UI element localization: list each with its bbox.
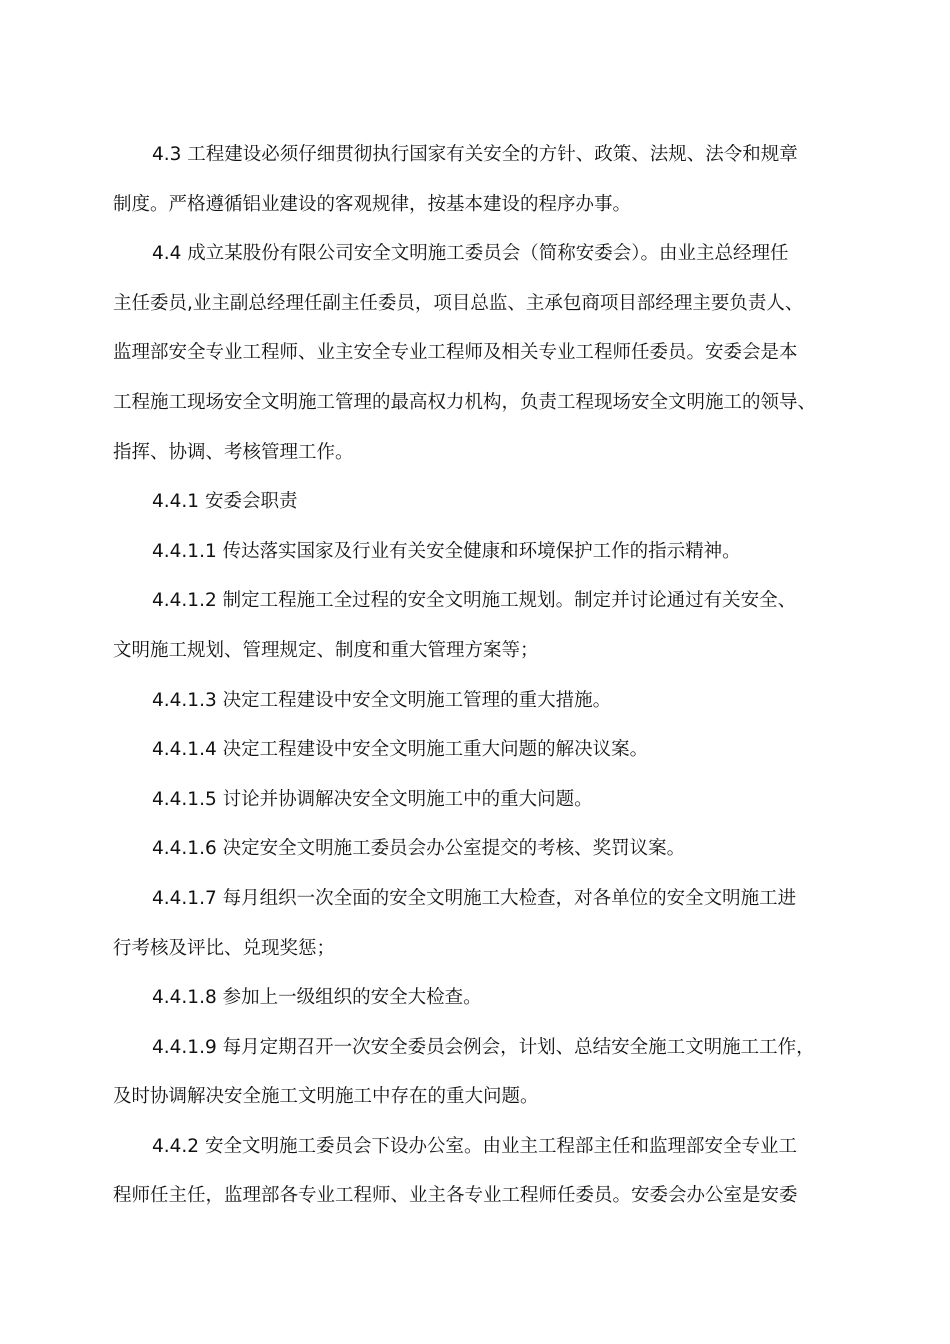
text-line: 监理部安全专业工程师、业主安全专业工程师及相关专业工程师任委员。安委会是本 [113,342,798,364]
text-line: 4.3 工程建设必须仔细贯彻执行国家有关安全的方针、政策、法规、法令和规章 [152,144,798,165]
text-line: 4.4.1.3 决定工程建设中安全文明施工管理的重大措施。 [152,689,612,711]
text-line: 4.4.2 安全文明施工委员会下设办公室。由业主工程部主任和监理部安全专业工 [152,1135,797,1157]
text-line: 工程施工现场安全文明施工管理的最高权力机构，负责工程现场安全文明施工的领导、 [113,391,817,413]
paragraph-4-4-1-1 [113,527,848,577]
text-line: 文明施工规划、管理规定、制度和重大管理方案等； [113,639,539,661]
paragraph-4-4-2 [113,1122,848,1221]
text-line: 4.4.1.9 每月定期召开一次安全委员会例会，计划、总结安全施工文明施工工作， [152,1036,815,1058]
text-line: 制度。严格遵循铝业建设的客观规律，按基本建设的程序办事。 [113,193,632,215]
text-line: 4.4.1.8 参加上一级组织的安全大检查。 [152,987,482,1009]
section-heading-4-4-1 [113,477,848,527]
text-line: 程师任主任，监理部各专业工程师、业主各专业工程师任委员。安委会办公室是安委 [113,1185,798,1207]
text-line: 4.4.1 安委会职责 [152,491,298,513]
text-line: 4.4 成立某股份有限公司安全文明施工委员会（简称安委会）。由业主总经理任 [152,243,789,265]
text-line: 4.4.1.2 制定工程施工全过程的安全文明施工规划。制定并讨论通过有关安全、 [152,590,797,612]
text-line: 4.4.1.7 每月组织一次全面的安全文明施工大检查，对各单位的安全文明施工进 [152,887,797,909]
text-line: 4.4.1.4 决定工程建设中安全文明施工重大问题的解决议案。 [152,739,649,761]
paragraph-4-4 [113,229,848,477]
paragraph-4-4-1-9 [113,1023,848,1122]
paragraph-4-4-1-4 [113,725,848,775]
paragraph-4-4-1-6 [113,824,848,874]
text-line: 4.4.1.5 讨论并协调解决安全文明施工中的重大问题。 [152,788,593,810]
paragraph-4-4-1-7 [113,874,848,973]
text-line: 主任委员,业主副总经理任副主任委员，项目总监、主承包商项目部经理主要负责人、 [113,292,804,314]
document-body [113,130,848,1221]
text-line: 行考核及评比、兑现奖惩； [113,937,336,959]
text-line: 及时协调解决安全施工文明施工中存在的重大问题。 [113,1086,539,1108]
paragraph-4-4-1-2 [113,576,848,675]
text-line: 4.4.1.1 传达落实国家及行业有关安全健康和环境保护工作的指示精神。 [152,540,741,562]
text-line: 4.4.1.6 决定安全文明施工委员会办公室提交的考核、奖罚议案。 [152,838,686,860]
paragraph-4-4-1-5 [113,775,848,825]
paragraph-4-3 [113,130,848,229]
text-line: 指挥、协调、考核管理工作。 [113,441,354,463]
paragraph-4-4-1-8 [113,973,848,1023]
paragraph-4-4-1-3 [113,676,848,726]
